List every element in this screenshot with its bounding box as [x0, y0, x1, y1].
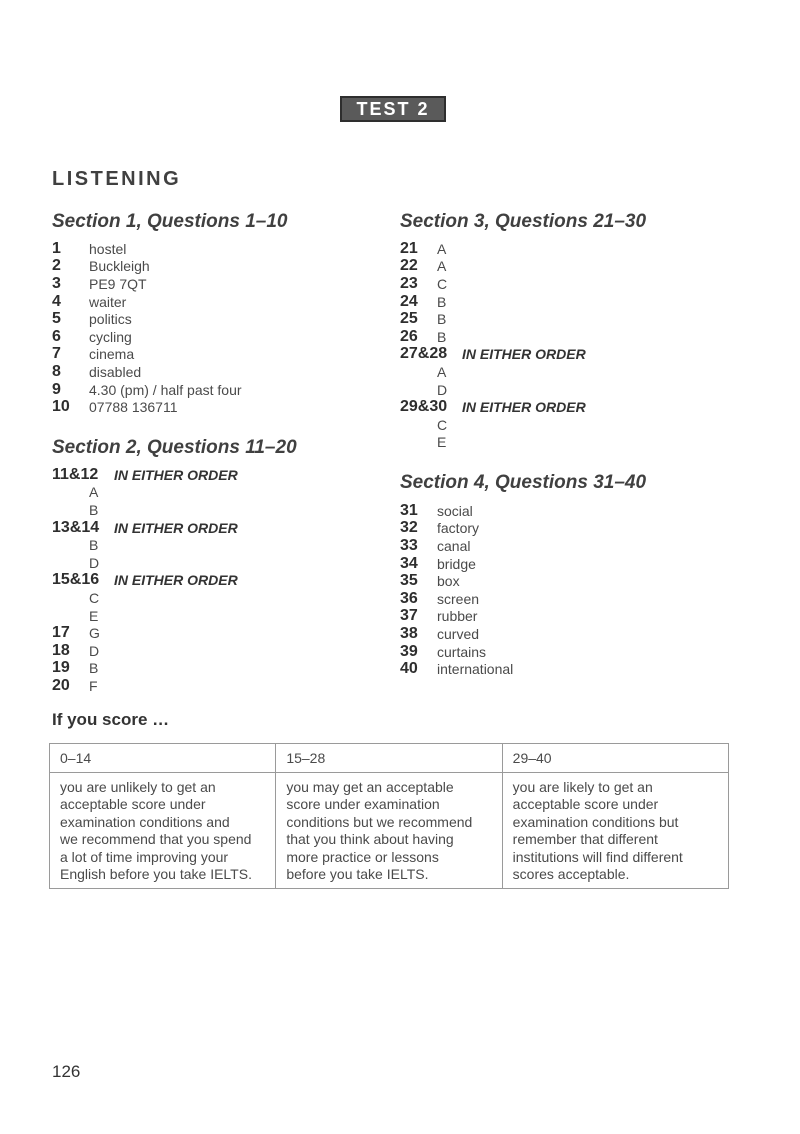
list-item — [400, 328, 586, 346]
list-item — [52, 398, 242, 416]
list-item — [400, 502, 513, 520]
section2-title: Section 2, Questions 11–20 — [52, 437, 297, 458]
list-item — [52, 275, 242, 293]
question-number: 6 — [52, 327, 61, 345]
list-item — [400, 258, 586, 276]
question-number: 9 — [52, 380, 61, 398]
answer: Buckleigh — [89, 258, 150, 275]
section3-title: Section 3, Questions 21–30 — [400, 211, 647, 232]
description-line: acceptable score under — [60, 796, 206, 812]
question-number: 1 — [52, 239, 61, 257]
question-number: 26 — [400, 327, 418, 345]
list-item — [400, 416, 586, 434]
list-item — [52, 624, 238, 642]
answer: A — [89, 484, 99, 501]
answer: PE9 7QT — [89, 275, 147, 292]
section4-list — [400, 502, 513, 678]
question-number: 8 — [52, 362, 61, 380]
question-number: 31 — [400, 501, 418, 519]
description-line: remember that different — [512, 831, 658, 847]
section3-list — [400, 240, 586, 451]
list-item — [400, 625, 513, 643]
answer: international — [437, 661, 514, 678]
question-number: 25 — [400, 310, 418, 328]
either-order-note: IN EITHER ORDER — [462, 399, 586, 416]
test-badge — [340, 96, 446, 122]
list-item — [52, 554, 238, 572]
question-number: 24 — [400, 292, 418, 310]
list-item — [52, 677, 238, 695]
list-item — [400, 310, 586, 328]
section2-list — [52, 466, 238, 695]
question-number: 22 — [400, 257, 418, 275]
description-line: we recommend that you spend — [60, 831, 252, 847]
page-number: 126 — [52, 1062, 81, 1081]
answer: curved — [437, 625, 480, 642]
list-item — [52, 484, 238, 502]
answer: 07788 136711 — [89, 399, 178, 416]
either-order-note: IN EITHER ORDER — [114, 572, 238, 589]
table-row — [50, 744, 729, 773]
answer: social — [437, 502, 473, 519]
description-line: scores acceptable. — [512, 866, 630, 882]
answer: D — [89, 554, 100, 571]
answer: screen — [437, 590, 480, 607]
answer: B — [437, 293, 447, 310]
list-item — [52, 589, 238, 607]
description-line: you are unlikely to get an — [60, 778, 216, 795]
list-item — [400, 643, 513, 661]
answer: waiter — [89, 293, 127, 310]
answer: C — [89, 589, 100, 606]
section4-title: Section 4, Questions 31–40 — [400, 472, 647, 493]
list-item — [400, 537, 513, 555]
answer: politics — [89, 311, 132, 328]
list-item — [400, 293, 586, 311]
answer: rubber — [437, 608, 478, 625]
list-item — [400, 275, 586, 293]
answer: disabled — [89, 363, 142, 380]
question-number: 17 — [52, 624, 70, 642]
list-item — [52, 660, 238, 678]
description-line: score under examination — [286, 796, 440, 812]
answer: F — [89, 677, 98, 694]
description-line: a lot of time improving your — [60, 848, 229, 865]
description-line: you may get an acceptable — [286, 778, 454, 795]
list-item — [52, 607, 238, 625]
list-item — [52, 310, 242, 328]
description-line: English before you take IELTS. — [60, 866, 252, 882]
question-number: 5 — [52, 310, 61, 328]
list-item — [400, 240, 586, 258]
answer: cinema — [89, 346, 135, 363]
test-badge-label: TEST 2 — [356, 98, 430, 119]
score-heading: If you score … — [52, 710, 170, 729]
section1-list — [52, 240, 242, 416]
description-line: examination conditions but — [512, 813, 679, 830]
answer: canal — [437, 537, 471, 554]
list-item — [400, 434, 586, 452]
page-heading: LISTENING — [52, 168, 182, 190]
table-row — [50, 772, 729, 888]
either-order-group — [52, 572, 238, 590]
answer: box — [437, 573, 460, 590]
score-band: 15–28 — [276, 744, 502, 773]
question-number: 20 — [52, 676, 70, 694]
score-band: 0–14 — [50, 744, 276, 773]
question-number: 37 — [400, 607, 418, 625]
answer: hostel — [89, 240, 127, 257]
question-number: 38 — [400, 624, 418, 642]
list-item — [400, 608, 513, 626]
list-item — [52, 293, 242, 311]
question-number: 32 — [400, 519, 418, 537]
answer: B — [89, 501, 99, 518]
description-line: you are likely to get an — [512, 778, 653, 795]
answer: C — [437, 416, 448, 433]
either-order-note: IN EITHER ORDER — [114, 519, 238, 536]
answer: C — [437, 275, 448, 292]
section1-title: Section 1, Questions 1–10 — [52, 211, 288, 232]
answer: 4.30 (pm) / half past four — [89, 381, 242, 398]
question-number: 10 — [52, 398, 70, 416]
question-number: 34 — [400, 554, 418, 572]
answer: D — [89, 642, 100, 659]
question-number: 23 — [400, 274, 418, 292]
list-item — [400, 520, 513, 538]
question-number: 4 — [52, 292, 61, 310]
either-order-group — [52, 519, 238, 537]
list-item — [400, 363, 586, 381]
answer: B — [437, 311, 447, 328]
either-order-group — [52, 466, 238, 484]
question-number: 15&16 — [52, 571, 100, 589]
list-item — [52, 363, 242, 381]
list-item — [52, 240, 242, 258]
answer: G — [89, 625, 100, 642]
description-line: institutions will find different — [512, 848, 683, 865]
answer: bridge — [437, 555, 476, 572]
description-line: acceptable score under — [512, 796, 659, 812]
question-number: 2 — [52, 257, 61, 275]
list-item — [52, 258, 242, 276]
answer: B — [89, 537, 99, 554]
either-order-note: IN EITHER ORDER — [114, 466, 238, 483]
question-number: 7 — [52, 345, 61, 363]
description-line: that you think about having — [286, 831, 454, 847]
score-table — [49, 743, 729, 889]
answer: A — [437, 240, 447, 257]
score-description — [50, 772, 276, 888]
question-number: 39 — [400, 642, 418, 660]
either-order-group — [400, 398, 586, 416]
score-description — [276, 772, 502, 888]
description-line: examination conditions and — [60, 813, 230, 830]
description-line: before you take IELTS. — [286, 866, 429, 882]
answer: E — [437, 434, 447, 451]
description-line: more practice or lessons — [286, 848, 439, 865]
answer: A — [437, 258, 447, 275]
answer: factory — [437, 520, 480, 537]
question-number: 40 — [400, 660, 418, 678]
list-item — [400, 572, 513, 590]
question-number: 29&30 — [400, 398, 448, 416]
list-item — [400, 381, 586, 399]
score-band: 29–40 — [502, 744, 728, 773]
list-item — [52, 642, 238, 660]
question-number: 3 — [52, 274, 61, 292]
question-number: 13&14 — [52, 518, 100, 536]
score-description — [502, 772, 728, 888]
list-item — [52, 346, 242, 364]
list-item — [52, 381, 242, 399]
list-item — [52, 536, 238, 554]
answer: cycling — [89, 328, 132, 345]
either-order-note: IN EITHER ORDER — [462, 346, 586, 363]
question-number: 35 — [400, 572, 418, 590]
question-number: 11&12 — [52, 465, 99, 483]
answer: A — [437, 363, 447, 380]
answer: D — [437, 381, 448, 398]
either-order-group — [400, 346, 586, 364]
list-item — [52, 501, 238, 519]
description-line: conditions but we recommend — [286, 813, 473, 830]
question-number: 27&28 — [400, 345, 448, 363]
question-number: 33 — [400, 536, 418, 554]
answer: curtains — [437, 643, 487, 660]
list-item — [52, 328, 242, 346]
answer: B — [437, 328, 447, 345]
question-number: 36 — [400, 589, 418, 607]
question-number: 21 — [400, 239, 418, 257]
question-number: 19 — [52, 659, 70, 677]
answer: E — [89, 607, 99, 624]
list-item — [400, 590, 513, 608]
question-number: 18 — [52, 641, 70, 659]
list-item — [400, 660, 513, 678]
answer: B — [89, 660, 99, 677]
list-item — [400, 555, 513, 573]
